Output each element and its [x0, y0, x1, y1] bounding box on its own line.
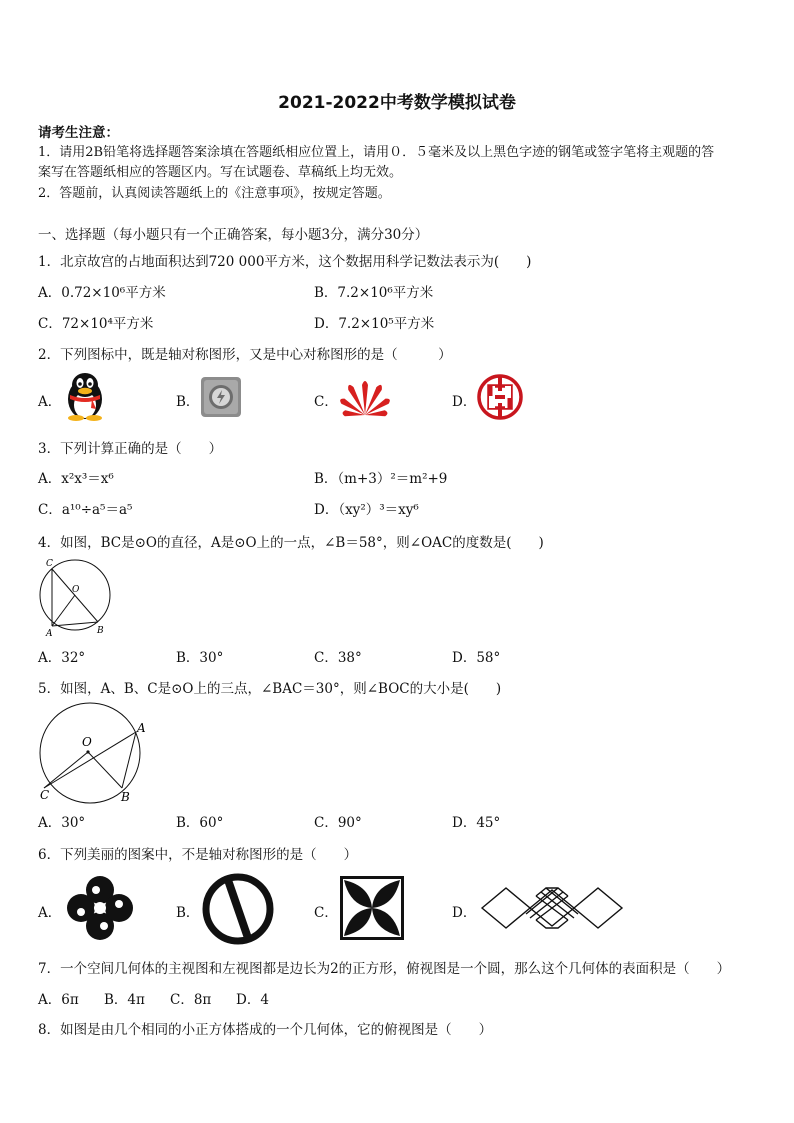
- q8-stem: 8．如图是由几个相同的小正方体搭成的一个几何体，它的俯视图是（ ）: [38, 1022, 493, 1038]
- q2-option-c[interactable]: C．: [314, 394, 338, 410]
- q6-option-b[interactable]: B．: [176, 905, 200, 921]
- q5-label-c: C: [40, 788, 50, 802]
- page-title: 2021-2022中考数学模拟试卷: [278, 93, 516, 113]
- q7-option-a[interactable]: A．6π: [38, 992, 79, 1008]
- q1-option-a[interactable]: A．0.72×10⁶平方米: [38, 285, 166, 301]
- q5-stem: 5．如图，A、B、C是⊙O上的三点，∠BAC＝30°，则∠BOC的大小是( ): [38, 681, 502, 697]
- q4-option-d[interactable]: D．58°: [452, 650, 501, 666]
- icbc-logo-icon: [477, 374, 523, 420]
- q4-label-c: C: [46, 559, 53, 569]
- q4-label-a: A: [46, 629, 53, 638]
- q6-option-d[interactable]: D．: [452, 905, 477, 921]
- circle-slash-icon: [200, 872, 276, 946]
- q4-circle-diagram: [36, 556, 116, 638]
- q5-circle-diagram: [34, 702, 150, 804]
- qq-penguin-icon: [62, 371, 108, 421]
- q4-label-b: B: [97, 626, 104, 636]
- notice-line-1: 1．请用2B铅笔将选择题答案涂填在答题纸相应位置上，请用０．５毫米及以上黑色字迹的钢笔或签字笔将主观题的答: [38, 145, 715, 160]
- q4-stem: 4．如图，BC是⊙O的直径，A是⊙O上的一点，∠B＝58°，则∠OAC的度数是( ): [38, 535, 544, 551]
- q2-option-d[interactable]: D．: [452, 394, 477, 410]
- q5-label-o: O: [82, 735, 92, 749]
- power-button-icon: [200, 376, 242, 418]
- q7-option-d[interactable]: D．4: [236, 992, 269, 1008]
- q2-stem: 2．下列图标中，既是轴对称图形，又是中心对称图形的是（ ）: [38, 347, 452, 363]
- knot-pattern-icon: [66, 876, 134, 940]
- q3-option-b[interactable]: B．（m+3）²＝m²+9: [314, 471, 448, 487]
- q7-option-c[interactable]: C．8π: [170, 992, 212, 1008]
- q6-stem: 6．下列美丽的图案中，不是轴对称图形的是（ ）: [38, 847, 358, 863]
- q4-option-c[interactable]: C．38°: [314, 650, 362, 666]
- notice-heading: 请考生注意：: [38, 125, 119, 141]
- square-petal-pattern-icon: [340, 876, 404, 940]
- endless-knot-pattern-icon: [480, 882, 624, 934]
- huawei-logo-icon: [340, 375, 390, 417]
- notice-line-2: 案写在答题纸相应的答题区内。写在试题卷、草稿纸上均无效。: [38, 165, 403, 180]
- q5-label-b: B: [121, 790, 130, 804]
- q5-label-a: A: [137, 721, 146, 735]
- q2-option-a[interactable]: A．: [38, 394, 62, 410]
- q1-option-d[interactable]: D．7.2×10⁵平方米: [314, 316, 435, 332]
- q1-option-b[interactable]: B．7.2×10⁶平方米: [314, 285, 434, 301]
- q5-option-b[interactable]: B．60°: [176, 815, 224, 831]
- q6-option-a[interactable]: A．: [38, 905, 62, 921]
- q3-option-a[interactable]: A．x²x³＝x⁶: [38, 471, 114, 487]
- q3-stem: 3．下列计算正确的是（ ）: [38, 441, 223, 457]
- q1-option-c[interactable]: C．72×10⁴平方米: [38, 316, 154, 332]
- q4-option-a[interactable]: A．32°: [38, 650, 86, 666]
- notice-line-3: 2．答题前，认真阅读答题纸上的《注意事项》，按规定答题。: [38, 186, 391, 201]
- q7-stem: 7．一个空间几何体的主视图和左视图都是边长为2的正方形，俯视图是一个圆，那么这个几何体的表面积是（ ）: [38, 961, 731, 977]
- q1-stem: 1．北京故宫的占地面积达到720 000平方米，这个数据用科学记数法表示为( ): [38, 254, 532, 270]
- q5-option-a[interactable]: A．30°: [38, 815, 86, 831]
- q4-option-b[interactable]: B．30°: [176, 650, 224, 666]
- q3-option-d[interactable]: D．（xy²）³＝xy⁶: [314, 502, 419, 518]
- q2-option-b[interactable]: B．: [176, 394, 200, 410]
- q3-option-c[interactable]: C．a¹⁰÷a⁵＝a⁵: [38, 502, 133, 518]
- q6-option-c[interactable]: C．: [314, 905, 338, 921]
- q5-option-c[interactable]: C．90°: [314, 815, 362, 831]
- q4-label-o: O: [72, 585, 80, 595]
- q5-option-d[interactable]: D．45°: [452, 815, 501, 831]
- q7-option-b[interactable]: B．4π: [104, 992, 145, 1008]
- section-heading: 一、选择题（每小题只有一个正确答案，每小题3分，满分30分）: [38, 227, 429, 243]
